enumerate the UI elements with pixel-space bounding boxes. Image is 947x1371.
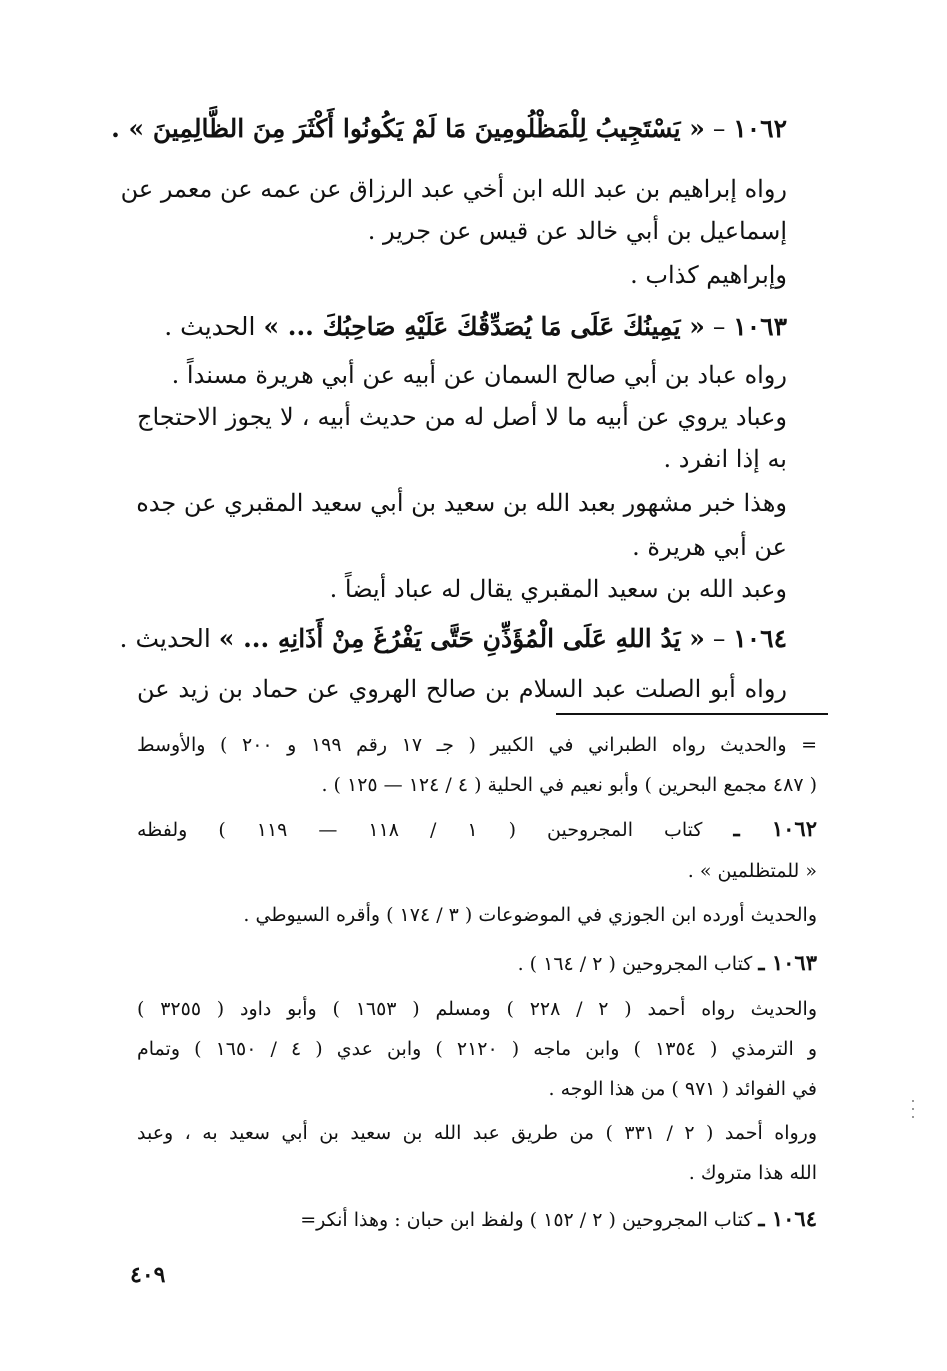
footnote-text: الله هذا متروك .	[688, 1162, 817, 1184]
footnote-text: كتاب المجروحين ( ٢ / ١٥٢ ) ولفظ ابن حبان : وهذا أنكر=	[300, 1209, 753, 1231]
footnote-line	[137, 1118, 817, 1148]
page-number: ٤٠٩	[130, 1262, 166, 1288]
entry-heading-1062	[111, 112, 787, 146]
entry-line: رواه عباد بن أبي صالح السمان عن أبيه عن أبي هريرة مسنداً .	[171, 361, 787, 389]
footnote-line	[137, 1074, 817, 1104]
scan-speck	[912, 1100, 914, 1102]
footnote-separator	[556, 713, 828, 715]
entry-number: ١٠٦٣	[733, 312, 787, 341]
hadith-text: « يَدُ اللهِ عَلَى الْمُؤَذِّنِ حَتَّى يَفْرُغَ مِنْ أَذَانِهِ ... »	[218, 624, 705, 653]
entry-line: عن أبي هريرة .	[632, 533, 787, 561]
footnote-line	[137, 730, 817, 760]
entry-heading-1064	[119, 622, 787, 656]
footnote-text: = والحديث رواه الطبراني في الكبير ( جـ ١٧ رقم ١٩٩ و ٢٠٠ ) والأوسط	[137, 734, 817, 756]
footnote-text: ورواه أحمد ( ٢ / ٣٣١ ) من طريق عبد الله بن سعيد بن أبي سعيد به ، وعبد	[137, 1122, 817, 1144]
footnote-text: كتاب المجروحين ( ٢ / ١٦٤ ) .	[517, 953, 753, 975]
hadith-suffix: الحديث .	[119, 624, 211, 653]
footnote-text: و الترمذي ( ١٣٥٤ ) وابن ماجه ( ٢١٢٠ ) وابن عدي ( ٤ / ١٦٥٠ ) وتمام	[137, 1038, 818, 1060]
entry-line: رواه أبو الصلت عبد السلام بن صالح الهروي عن حماد بن زيد عن	[137, 675, 787, 703]
entry-line: وإبراهيم كذاب .	[630, 261, 787, 289]
entry-line: به إذا انفرد .	[663, 445, 787, 473]
footnote-line	[137, 948, 817, 979]
footnote-number: ١٠٦٣ ـ	[758, 950, 817, 975]
footnote-line	[137, 770, 817, 800]
entry-dash: –	[704, 312, 726, 341]
hadith-text: « يَمِينُكَ عَلَى مَا يُصَدِّقُكَ عَلَيْهِ صَاحِبُكَ ... »	[263, 312, 705, 341]
footnote-line	[137, 856, 817, 886]
entry-line: رواه إبراهيم بن عبد الله ابن أخي عبد الرزاق عن عمه عن معمر عن	[120, 175, 787, 203]
footnote-text: في الفوائد ( ٩٧١ ) من هذا الوجه .	[548, 1078, 817, 1100]
entry-line: وعبد الله بن سعيد المقبري يقال له عباد أيضاً .	[329, 575, 787, 603]
entry-number: ١٠٦٤	[733, 624, 787, 653]
entry-dash: –	[704, 624, 726, 653]
hadith-text: « يَسْتَجِيبُ لِلْمَظْلُومِينَ مَا لَمْ يَكُونُوا أَكْثَرَ مِنَ الظَّالِمِينَ » .	[111, 114, 705, 143]
footnote-text: « للمتظلمين » .	[687, 860, 817, 882]
footnote-text: ( ٤٨٧ مجمع البحرين ) وأبو نعيم في الحلية ( ٤ / ١٢٤ — ١٢٥ ) .	[321, 774, 817, 796]
footnote-text: كتاب المجروحين ( ١ / ١١٨ — ١١٩ ) ولفظه	[137, 819, 703, 841]
footnote-line	[137, 814, 817, 845]
footnote-number: ١٠٦٤ ـ	[758, 1206, 817, 1231]
footnote-line	[137, 994, 817, 1024]
footnote-line	[137, 1034, 817, 1064]
footnote-text: والحديث رواه أحمد ( ٢ / ٢٢٨ ) ومسلم ( ١٦٥٣ ) وأبو داود ( ٣٢٥٥ )	[137, 998, 818, 1020]
scan-speck	[912, 1116, 914, 1118]
entry-line: إسماعيل بن أبي خالد عن قيس عن جرير .	[367, 217, 787, 245]
entry-dash: –	[704, 114, 726, 143]
footnote-line	[137, 1158, 817, 1188]
entry-number: ١٠٦٢	[733, 114, 787, 143]
footnote-line	[137, 900, 817, 930]
entry-heading-1063	[137, 310, 787, 344]
footnote-number: ١٠٦٢ ـ	[733, 816, 817, 841]
entry-line: وعباد يروي عن أبيه ما لا أصل له من حديث أبيه ، لا يجوز الاحتجاج	[137, 403, 787, 431]
hadith-suffix: الحديث .	[164, 312, 256, 341]
footnote-text: والحديث أورده ابن الجوزي في الموضوعات ( ٣ / ١٧٤ ) وأقره السيوطي .	[243, 904, 817, 926]
scan-speck	[912, 1108, 914, 1110]
entry-line: وهذا خبر مشهور بعبد الله بن سعيد بن أبي سعيد المقبري عن جده	[136, 489, 787, 517]
footnote-line	[137, 1204, 817, 1235]
